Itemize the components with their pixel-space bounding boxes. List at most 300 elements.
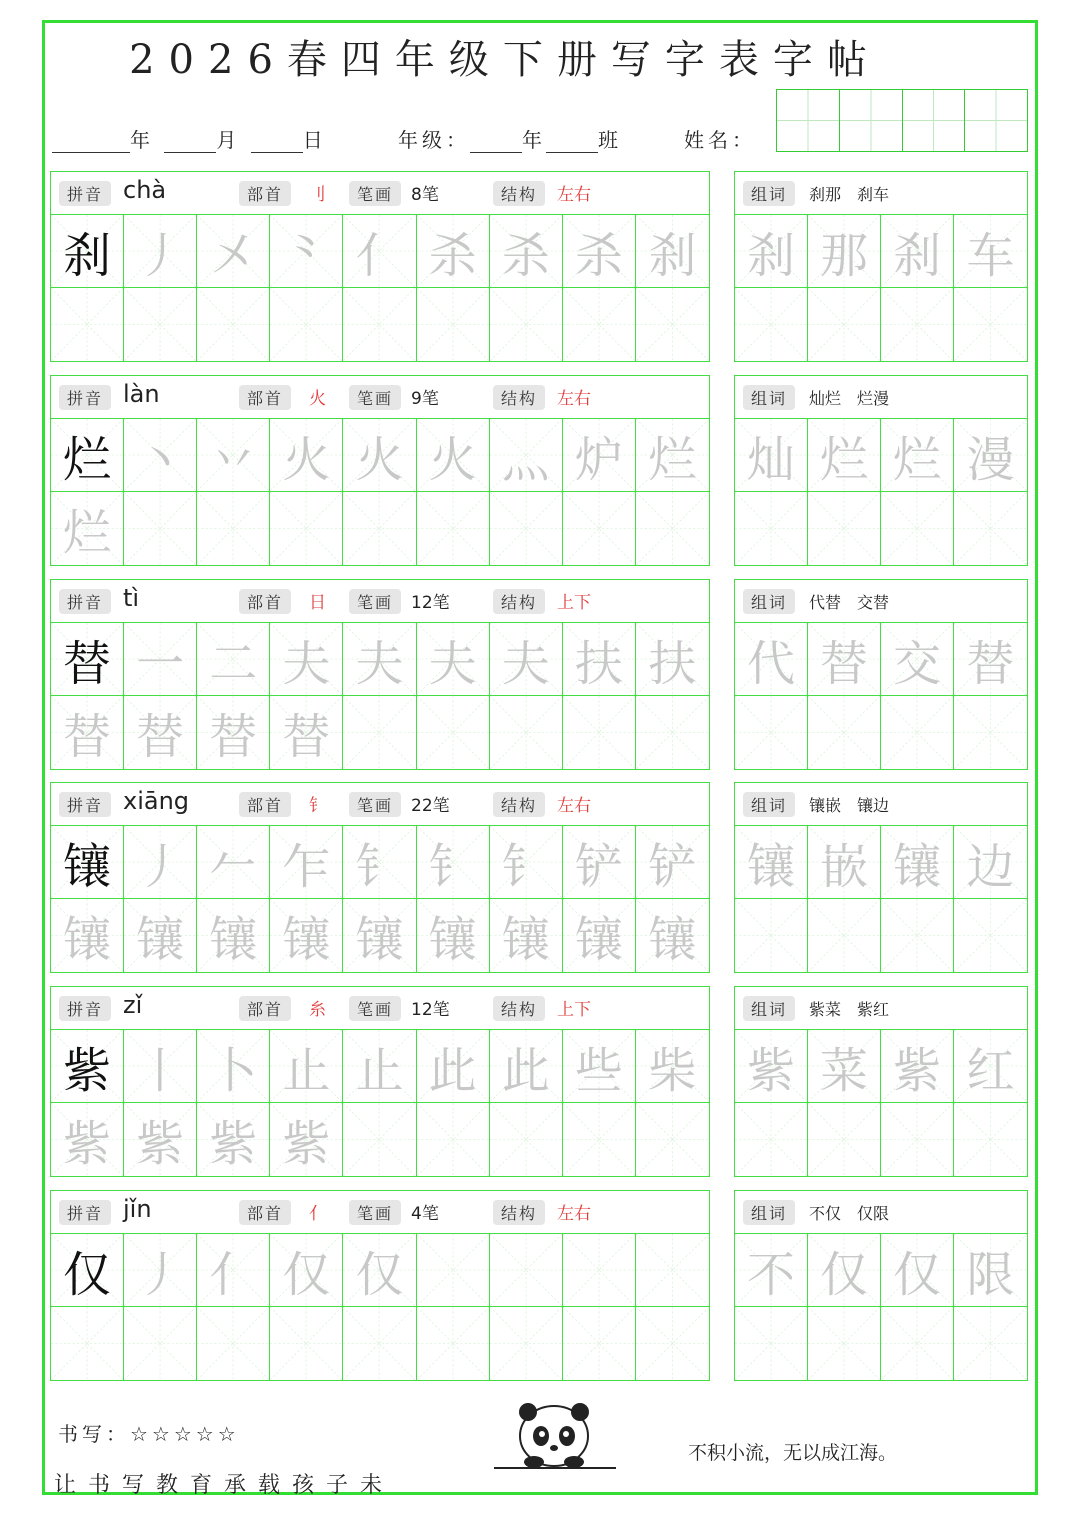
trace-char: 镶 <box>282 912 331 968</box>
grid-guide <box>563 492 635 565</box>
grid-guide <box>881 696 953 769</box>
structure-value: 上下 <box>557 1000 591 1020</box>
trace-cell[interactable] <box>270 1307 343 1380</box>
trace-cell[interactable] <box>490 492 563 565</box>
trace-cell[interactable] <box>563 492 636 565</box>
stroke-step-cell[interactable] <box>417 623 490 696</box>
stroke-step-cell[interactable] <box>270 1030 343 1103</box>
trace-cell[interactable] <box>51 899 124 972</box>
word-blank-cell[interactable] <box>954 1103 1027 1176</box>
trace-cell[interactable] <box>343 696 416 769</box>
model-char: 刹 <box>63 227 112 284</box>
stroke-step-cell[interactable] <box>417 1030 490 1103</box>
trace-cell[interactable] <box>270 696 343 769</box>
structure-value: 左右 <box>557 1204 591 1224</box>
trace-cell[interactable] <box>51 696 124 769</box>
word-blank-cell[interactable] <box>881 899 954 972</box>
word-blank-cell[interactable] <box>808 1103 881 1176</box>
grid-guide <box>954 1103 1027 1176</box>
day-blank[interactable] <box>251 134 303 153</box>
trace-cell[interactable] <box>490 1103 563 1176</box>
grid-guide <box>124 288 196 361</box>
word-blank-cell[interactable] <box>735 1103 808 1176</box>
grid-guide <box>636 288 709 361</box>
trace-cell[interactable] <box>636 492 709 565</box>
trace-cell[interactable] <box>490 288 563 361</box>
word-char: 那 <box>819 227 868 284</box>
word-trace-cell[interactable] <box>881 1030 954 1103</box>
char-info-row <box>51 987 709 1030</box>
word-blank-cell[interactable] <box>954 492 1027 565</box>
stroke-step-cell[interactable] <box>124 215 197 288</box>
stroke-step-cell[interactable] <box>197 419 270 492</box>
stroke-step-cell[interactable] <box>124 419 197 492</box>
words-value: 镶嵌 镶边 <box>809 796 890 815</box>
grid-guide <box>735 1307 807 1380</box>
trace-cell[interactable] <box>197 1103 270 1176</box>
structure-tag: 结构 <box>493 996 545 1021</box>
radical-tag: 部首 <box>239 1200 291 1225</box>
words-value: 紫菜 紫红 <box>809 1000 890 1019</box>
stroke-step-cell[interactable] <box>563 826 636 899</box>
stroke-step-cell[interactable] <box>636 623 709 696</box>
trace-char: 替 <box>63 709 112 765</box>
words-tag: 组词 <box>743 589 795 614</box>
slogan: 让书写教育承载孩子未 <box>54 1473 395 1498</box>
word-blank-cell[interactable] <box>954 899 1027 972</box>
practice-grid <box>51 215 709 361</box>
radical-tag: 部首 <box>239 996 291 1021</box>
trace-cell[interactable] <box>124 288 197 361</box>
pinyin-tag: 拼音 <box>59 996 111 1021</box>
trace-cell[interactable] <box>51 1307 124 1380</box>
words-tag: 组词 <box>743 1200 795 1225</box>
grade-line: 年级： 年 班 <box>398 128 622 152</box>
grid-guide <box>636 696 709 769</box>
name-cell[interactable] <box>903 90 966 151</box>
word-trace-cell[interactable] <box>735 419 808 492</box>
stroke-step: 夫 <box>501 635 550 692</box>
stroke-step-cell[interactable] <box>270 623 343 696</box>
model-char-cell <box>51 826 124 899</box>
grid-guide <box>563 1307 635 1380</box>
stroke-step-cell[interactable] <box>417 826 490 899</box>
trace-cell[interactable] <box>124 899 197 972</box>
structure-tag: 结构 <box>493 181 545 206</box>
word-trace-cell[interactable] <box>881 826 954 899</box>
char-block <box>50 986 710 1177</box>
word-char: 刹 <box>746 227 795 284</box>
trace-cell[interactable] <box>270 492 343 565</box>
stroke-step: 些 <box>574 1042 623 1099</box>
trace-cell[interactable] <box>417 1103 490 1176</box>
trace-char: 镶 <box>428 912 477 968</box>
trace-cell[interactable] <box>124 492 197 565</box>
date-line: 年 月 日 <box>52 124 327 153</box>
word-trace-cell[interactable] <box>735 1234 808 1307</box>
stroke-step-cell[interactable] <box>563 1234 636 1307</box>
stroke-step-cell[interactable] <box>343 623 416 696</box>
stroke-step: 炉 <box>574 431 623 488</box>
stroke-step: 铲 <box>574 838 623 895</box>
model-char: 紫 <box>63 1042 112 1099</box>
grid-guide <box>270 288 342 361</box>
practice-grid <box>51 419 709 565</box>
rating-stars[interactable]: ☆☆☆☆☆ <box>130 1422 240 1446</box>
grid-guide <box>417 1234 489 1306</box>
trace-cell[interactable] <box>197 899 270 972</box>
stroke-step-cell[interactable] <box>636 215 709 288</box>
stroke-step: 仅 <box>355 1246 404 1303</box>
word-trace-cell[interactable] <box>881 419 954 492</box>
words-tag: 组词 <box>743 792 795 817</box>
model-char-cell <box>51 623 124 696</box>
stroke-step-cell[interactable] <box>636 1234 709 1307</box>
words-tag: 组词 <box>743 385 795 410</box>
word-trace-cell[interactable] <box>808 1030 881 1103</box>
stroke-step-cell[interactable] <box>563 623 636 696</box>
trace-cell[interactable] <box>636 1103 709 1176</box>
stroke-step: 仅 <box>282 1246 331 1303</box>
structure-value: 左右 <box>557 185 591 205</box>
trace-cell[interactable] <box>417 899 490 972</box>
word-grid <box>735 1234 1027 1380</box>
grid-guide <box>417 288 489 361</box>
trace-cell[interactable] <box>124 696 197 769</box>
word-trace-cell[interactable] <box>735 826 808 899</box>
word-char: 烂 <box>819 431 868 488</box>
char-info-row <box>51 172 709 215</box>
trace-char: 镶 <box>209 912 258 968</box>
stroke-step-cell[interactable] <box>636 1030 709 1103</box>
stroke-step-cell[interactable] <box>124 623 197 696</box>
trace-cell[interactable] <box>563 1307 636 1380</box>
stroke-step-cell[interactable] <box>343 215 416 288</box>
trace-cell[interactable] <box>343 492 416 565</box>
word-char: 车 <box>966 227 1015 284</box>
grid-guide <box>735 492 807 565</box>
word-block <box>734 579 1028 770</box>
model-char-cell <box>51 1030 124 1103</box>
stroke-step-cell[interactable] <box>490 1234 563 1307</box>
stroke-step-cell[interactable] <box>197 215 270 288</box>
word-blank-cell[interactable] <box>954 288 1027 361</box>
stroke-step-cell[interactable] <box>270 1234 343 1307</box>
grid-guide <box>490 288 562 361</box>
trace-cell[interactable] <box>270 899 343 972</box>
word-char: 交 <box>892 635 941 692</box>
stroke-step-cell[interactable] <box>343 1234 416 1307</box>
grid-guide <box>124 492 196 565</box>
trace-cell[interactable] <box>51 288 124 361</box>
strokes-value: 4笔 <box>411 1204 439 1224</box>
trace-cell[interactable] <box>563 696 636 769</box>
word-block <box>734 986 1028 1177</box>
stroke-step: 夫 <box>428 635 477 692</box>
trace-cell[interactable] <box>270 1103 343 1176</box>
trace-cell[interactable] <box>197 1307 270 1380</box>
word-trace-cell[interactable] <box>808 419 881 492</box>
stroke-step: 夫 <box>282 635 331 692</box>
word-char: 菜 <box>819 1042 868 1099</box>
word-trace-cell[interactable] <box>735 623 808 696</box>
stroke-step-cell[interactable] <box>197 1234 270 1307</box>
grid-guide <box>490 696 562 769</box>
word-blank-cell[interactable] <box>881 492 954 565</box>
char-info-row <box>51 580 709 623</box>
stroke-step-cell[interactable] <box>343 1030 416 1103</box>
trace-cell[interactable] <box>636 696 709 769</box>
trace-char: 烂 <box>63 505 112 561</box>
stroke-step-cell[interactable] <box>563 215 636 288</box>
word-trace-cell[interactable] <box>881 1234 954 1307</box>
trace-cell[interactable] <box>343 1103 416 1176</box>
month-blank[interactable] <box>164 134 216 153</box>
stroke-step: 烂 <box>648 431 697 488</box>
trace-cell[interactable] <box>417 288 490 361</box>
words-tag: 组词 <box>743 181 795 206</box>
stroke-step: 一 <box>136 635 185 692</box>
radical-value: 糸 <box>309 1000 326 1020</box>
stroke-step-cell[interactable] <box>563 419 636 492</box>
word-char: 灿 <box>746 431 795 488</box>
grid-guide <box>197 288 269 361</box>
trace-cell[interactable] <box>270 288 343 361</box>
name-boxes[interactable] <box>776 89 1028 152</box>
grid-guide <box>735 899 807 972</box>
stroke-step: 钅 <box>428 838 477 895</box>
stroke-step-cell[interactable] <box>124 1030 197 1103</box>
stroke-step-cell[interactable] <box>563 1030 636 1103</box>
strokes-tag: 笔画 <box>349 589 401 614</box>
word-blank-cell[interactable] <box>735 492 808 565</box>
motto: 不积小流，无以成江海。 <box>688 1442 898 1464</box>
stroke-step: 火 <box>355 431 404 488</box>
word-char: 边 <box>966 838 1015 895</box>
trace-cell[interactable] <box>563 1103 636 1176</box>
trace-char: 镶 <box>63 912 112 968</box>
trace-cell[interactable] <box>197 288 270 361</box>
word-blank-cell[interactable] <box>954 1307 1027 1380</box>
trace-cell[interactable] <box>490 899 563 972</box>
word-blank-cell[interactable] <box>735 696 808 769</box>
trace-char: 紫 <box>209 1116 258 1172</box>
strokes-value: 12笔 <box>411 593 450 613</box>
word-block <box>734 375 1028 566</box>
word-blank-cell[interactable] <box>808 288 881 361</box>
stroke-step: 夫 <box>355 635 404 692</box>
panda-icon <box>494 1398 616 1472</box>
stroke-step-cell[interactable] <box>417 1234 490 1307</box>
word-trace-cell[interactable] <box>808 215 881 288</box>
stroke-step: 杀 <box>501 227 550 284</box>
stroke-step-cell[interactable] <box>490 419 563 492</box>
word-blank-cell[interactable] <box>735 288 808 361</box>
stroke-step-cell[interactable] <box>197 1030 270 1103</box>
trace-char: 紫 <box>136 1116 185 1172</box>
stroke-step: 此 <box>501 1042 550 1099</box>
grid-guide <box>636 1234 709 1306</box>
stroke-step: 丷 <box>209 431 258 488</box>
name-cell[interactable] <box>965 90 1027 151</box>
word-trace-cell[interactable] <box>735 1030 808 1103</box>
radical-value: 日 <box>309 593 326 613</box>
grid-guide <box>417 1307 489 1380</box>
char-block <box>50 1190 710 1381</box>
stroke-step-cell[interactable] <box>636 419 709 492</box>
radical-tag: 部首 <box>239 385 291 410</box>
stroke-step-cell[interactable] <box>270 215 343 288</box>
trace-cell[interactable] <box>490 1307 563 1380</box>
trace-cell[interactable] <box>636 899 709 972</box>
trace-char: 替 <box>209 709 258 765</box>
stroke-step-cell[interactable] <box>417 215 490 288</box>
word-trace-cell[interactable] <box>808 1234 881 1307</box>
strokes-tag: 笔画 <box>349 1200 401 1225</box>
word-trace-cell[interactable] <box>954 215 1027 288</box>
trace-cell[interactable] <box>124 1103 197 1176</box>
practice-grid <box>51 1030 709 1176</box>
structure-tag: 结构 <box>493 385 545 410</box>
trace-cell[interactable] <box>51 1103 124 1176</box>
grid-guide <box>636 492 709 565</box>
trace-cell[interactable] <box>343 899 416 972</box>
stroke-step-cell[interactable] <box>124 1234 197 1307</box>
grid-guide <box>954 899 1027 972</box>
word-trace-cell[interactable] <box>954 623 1027 696</box>
word-trace-cell[interactable] <box>954 419 1027 492</box>
word-grid <box>735 215 1027 361</box>
word-char: 限 <box>966 1246 1015 1303</box>
word-blank-cell[interactable] <box>881 288 954 361</box>
word-blank-cell[interactable] <box>808 899 881 972</box>
stroke-step: 扶 <box>648 635 697 692</box>
stroke-step: 丨 <box>136 1042 185 1099</box>
trace-cell[interactable] <box>490 696 563 769</box>
stroke-step-cell[interactable] <box>490 826 563 899</box>
stroke-step-cell[interactable] <box>270 826 343 899</box>
model-char: 仅 <box>63 1246 112 1303</box>
word-trace-cell[interactable] <box>735 215 808 288</box>
trace-cell[interactable] <box>563 288 636 361</box>
char-block <box>50 171 710 362</box>
trace-cell[interactable] <box>636 288 709 361</box>
stroke-step: 二 <box>209 635 258 692</box>
word-blank-cell[interactable] <box>735 1307 808 1380</box>
stroke-step-cell[interactable] <box>417 419 490 492</box>
words-value: 灿烂 烂漫 <box>809 389 890 408</box>
trace-char: 镶 <box>574 912 623 968</box>
stroke-step-cell[interactable] <box>197 826 270 899</box>
word-trace-cell[interactable] <box>954 826 1027 899</box>
word-char: 仅 <box>892 1246 941 1303</box>
word-trace-cell[interactable] <box>954 1234 1027 1307</box>
trace-cell[interactable] <box>197 492 270 565</box>
word-char: 刹 <box>892 227 941 284</box>
trace-cell[interactable] <box>417 1307 490 1380</box>
stroke-step-cell[interactable] <box>343 826 416 899</box>
stroke-step-cell[interactable] <box>490 623 563 696</box>
grid-guide <box>343 492 415 565</box>
stroke-step-cell[interactable] <box>270 419 343 492</box>
trace-cell[interactable] <box>197 696 270 769</box>
trace-cell[interactable] <box>51 492 124 565</box>
name-cell[interactable] <box>840 90 903 151</box>
word-trace-cell[interactable] <box>808 623 881 696</box>
word-char: 替 <box>966 635 1015 692</box>
stroke-step: 铲 <box>648 838 697 895</box>
trace-cell[interactable] <box>417 492 490 565</box>
grade-blank[interactable] <box>470 134 522 153</box>
stroke-step: ⺀ <box>282 227 331 284</box>
trace-char: 替 <box>136 709 185 765</box>
stroke-step-cell[interactable] <box>490 1030 563 1103</box>
word-blank-cell[interactable] <box>881 696 954 769</box>
model-char-cell <box>51 215 124 288</box>
word-blank-cell[interactable] <box>735 899 808 972</box>
trace-cell[interactable] <box>124 1307 197 1380</box>
grid-guide <box>808 696 880 769</box>
grid-guide <box>270 492 342 565</box>
pinyin-value: zǐ <box>123 991 143 1019</box>
word-trace-cell[interactable] <box>954 1030 1027 1103</box>
word-blank-cell[interactable] <box>808 1307 881 1380</box>
word-grid <box>735 623 1027 769</box>
model-char: 替 <box>63 635 112 692</box>
trace-cell[interactable] <box>563 899 636 972</box>
pinyin-value: tì <box>123 584 140 612</box>
radical-tag: 部首 <box>239 792 291 817</box>
stroke-step-cell[interactable] <box>490 215 563 288</box>
trace-cell[interactable] <box>343 288 416 361</box>
word-trace-cell[interactable] <box>808 826 881 899</box>
name-cell[interactable] <box>777 90 840 151</box>
grid-guide <box>417 1103 489 1176</box>
practice-grid <box>51 1234 709 1380</box>
stroke-step: 亻 <box>355 227 404 284</box>
stroke-step: 杀 <box>428 227 477 284</box>
grid-guide <box>735 288 807 361</box>
word-blank-cell[interactable] <box>954 696 1027 769</box>
word-info-row <box>735 376 1027 419</box>
radical-tag: 部首 <box>239 589 291 614</box>
stroke-step-cell[interactable] <box>636 826 709 899</box>
word-info-row <box>735 172 1027 215</box>
word-trace-cell[interactable] <box>881 215 954 288</box>
stroke-step-cell[interactable] <box>343 419 416 492</box>
trace-cell[interactable] <box>636 1307 709 1380</box>
stroke-step-cell[interactable] <box>197 623 270 696</box>
word-blank-cell[interactable] <box>808 492 881 565</box>
word-trace-cell[interactable] <box>881 623 954 696</box>
grid-guide <box>563 288 635 361</box>
word-blank-cell[interactable] <box>881 1307 954 1380</box>
class-blank[interactable] <box>546 134 598 153</box>
word-blank-cell[interactable] <box>881 1103 954 1176</box>
word-char: 不 <box>746 1246 795 1303</box>
trace-cell[interactable] <box>343 1307 416 1380</box>
grid-guide <box>343 1103 415 1176</box>
words-value: 刹那 刹车 <box>809 185 890 204</box>
word-info-row <box>735 1191 1027 1234</box>
practice-grid <box>51 623 709 769</box>
word-block <box>734 782 1028 973</box>
grid-guide <box>197 492 269 565</box>
trace-cell[interactable] <box>417 696 490 769</box>
year-blank[interactable] <box>52 134 130 153</box>
stroke-step-cell[interactable] <box>124 826 197 899</box>
word-blank-cell[interactable] <box>808 696 881 769</box>
